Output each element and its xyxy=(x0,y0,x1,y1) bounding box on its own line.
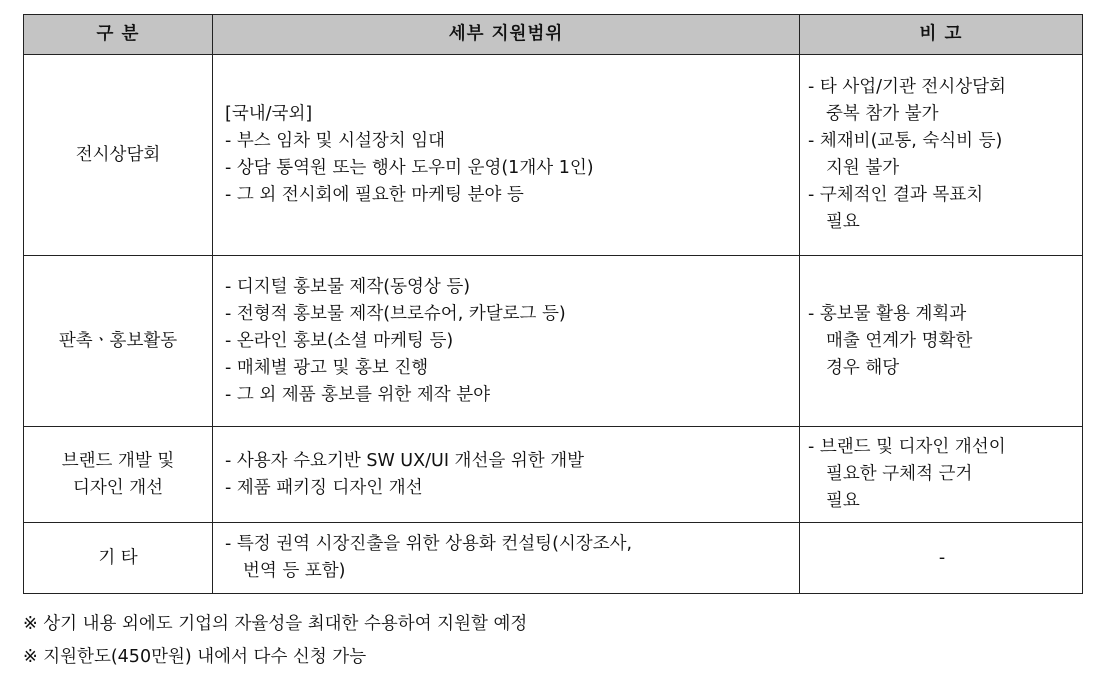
details-cell xyxy=(213,523,800,594)
notes-cell xyxy=(800,427,1083,523)
note-line: 매출 연계가 명확한 xyxy=(826,330,973,351)
details-cell xyxy=(213,256,800,427)
category-text: 브랜드 개발 및 xyxy=(61,450,175,471)
note-line: - 타 사업/기관 전시상담회 xyxy=(808,77,1006,97)
note-line: 경우 해당 xyxy=(826,357,900,378)
detail-line: - 제품 패키징 디자인 개선 xyxy=(225,477,423,498)
note-line: 필요한 구체적 근거 xyxy=(826,464,973,484)
note-line: - xyxy=(938,547,946,568)
notes-cell xyxy=(800,256,1083,427)
category-text: 기 타 xyxy=(98,547,138,568)
detail-line: 번역 등 포함) xyxy=(243,561,346,581)
details-cell xyxy=(213,55,800,256)
note-line: 중복 참가 불가 xyxy=(826,104,939,124)
note-line: - 브랜드 및 디자인 개선이 xyxy=(808,437,1006,457)
note-line: - 구체적인 결과 목표치 xyxy=(808,185,984,205)
detail-line: - 매체별 광고 및 홍보 진행 xyxy=(225,357,429,378)
footnote: ※ 상기 내용 외에도 기업의 자율성을 최대한 수용하여 지원할 예정 xyxy=(23,614,528,634)
category-text: 전시상담회 xyxy=(75,144,161,165)
header-row xyxy=(24,15,1083,55)
details-cell xyxy=(213,427,800,523)
category-text: 판촉ㆍ홍보활동 xyxy=(58,330,178,351)
footnote: ※ 지원한도(450만원) 내에서 다수 신청 가능 xyxy=(23,647,367,667)
detail-line: - 그 외 제품 홍보를 위한 제작 분야 xyxy=(225,384,491,405)
table-row xyxy=(24,427,1083,523)
category-text: 디자인 개선 xyxy=(72,477,164,498)
notes-cell xyxy=(800,523,1083,594)
detail-line: [국내/국외] xyxy=(225,104,313,124)
support-scope-table xyxy=(23,14,1083,594)
header-category: 구 분 xyxy=(24,15,213,55)
category-cell xyxy=(24,427,213,523)
category-cell xyxy=(24,55,213,256)
category-cell xyxy=(24,523,213,594)
detail-line: - 특정 권역 시장진출을 위한 상용화 컨설팅(시장조사, xyxy=(225,534,633,554)
detail-line: - 사용자 수요기반 SW UX/UI 개선을 위한 개발 xyxy=(225,450,584,471)
table-row xyxy=(24,55,1083,256)
notes-cell xyxy=(800,55,1083,256)
detail-line: - 그 외 전시회에 필요한 마케팅 분야 등 xyxy=(225,185,524,205)
detail-line: - 상담 통역원 또는 행사 도우미 운영(1개사 1인) xyxy=(225,158,594,178)
header-notes: 비 고 xyxy=(800,15,1083,55)
detail-line: - 전형적 홍보물 제작(브로슈어, 카달로그 등) xyxy=(225,303,566,324)
note-line: 지원 불가 xyxy=(826,158,900,178)
note-line: 필요 xyxy=(826,491,860,511)
table-row xyxy=(24,256,1083,427)
header-details: 세부 지원범위 xyxy=(213,15,800,55)
detail-line: - 온라인 홍보(소셜 마케팅 등) xyxy=(225,330,454,351)
note-line: - 홍보물 활용 계획과 xyxy=(808,303,967,324)
detail-line: - 부스 임차 및 시설장치 임대 xyxy=(225,131,446,151)
footnotes xyxy=(23,608,1083,674)
category-cell xyxy=(24,256,213,427)
note-line: - 체재비(교통, 숙식비 등) xyxy=(808,131,1003,151)
detail-line: - 디지털 홍보물 제작(동영상 등) xyxy=(225,276,471,297)
table-row xyxy=(24,523,1083,594)
note-line: 필요 xyxy=(826,212,860,232)
